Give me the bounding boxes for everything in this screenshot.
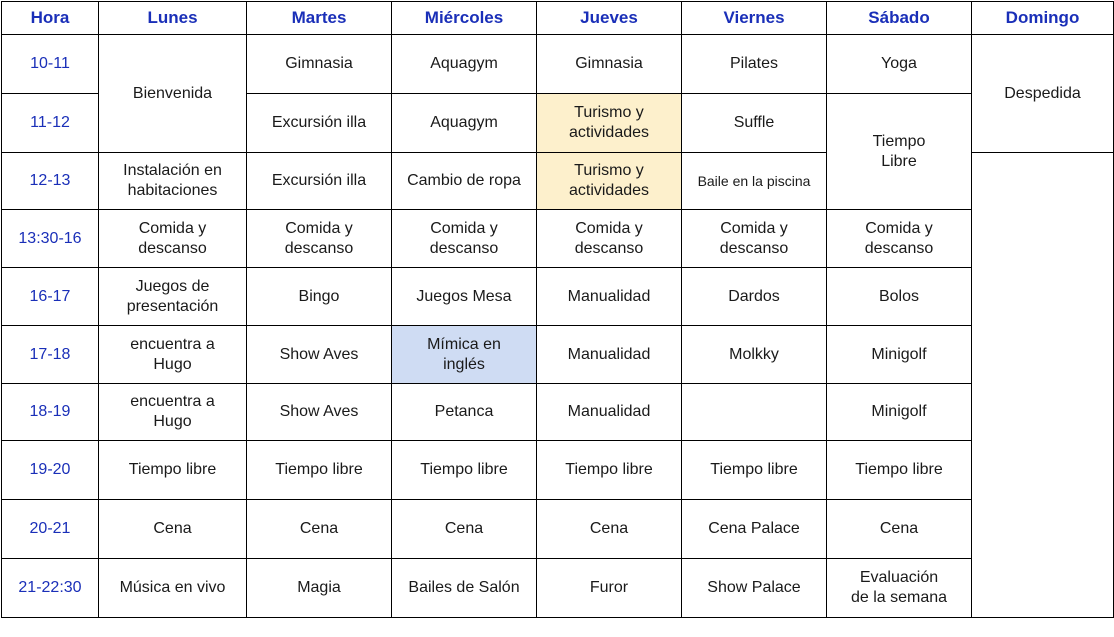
activity-cell: Bailes de Salón: [392, 559, 537, 618]
activity-cell: Tiempo libre: [392, 441, 537, 500]
activity-cell: Comida y descanso: [827, 210, 972, 268]
activity-cell: Juegos Mesa: [392, 268, 537, 326]
header-martes: Martes: [247, 2, 392, 35]
header-miercoles: Miércoles: [392, 2, 537, 35]
activity-cell: Comida y descanso: [682, 210, 827, 268]
activity-cell: Show Palace: [682, 559, 827, 618]
activity-cell: Cena: [827, 500, 972, 559]
activity-cell: Bingo: [247, 268, 392, 326]
activity-cell: Cena: [247, 500, 392, 559]
hour-cell: 13:30-16: [2, 210, 99, 268]
activity-cell: encuentra a Hugo: [99, 326, 247, 384]
activity-cell: Gimnasia: [247, 35, 392, 94]
activity-cell: Dardos: [682, 268, 827, 326]
activity-cell: [682, 384, 827, 441]
activity-cell: encuentra a Hugo: [99, 384, 247, 441]
activity-cell: Manualidad: [537, 384, 682, 441]
activity-cell: Gimnasia: [537, 35, 682, 94]
activity-cell: Minigolf: [827, 326, 972, 384]
activity-cell: Aquagym: [392, 94, 537, 153]
hour-cell: 16-17: [2, 268, 99, 326]
activity-cell: Tiempo libre: [827, 441, 972, 500]
activity-cell: Petanca: [392, 384, 537, 441]
activity-cell: Furor: [537, 559, 682, 618]
activity-cell: Minigolf: [827, 384, 972, 441]
activity-cell: Manualidad: [537, 268, 682, 326]
header-viernes: Viernes: [682, 2, 827, 35]
activity-cell: Aquagym: [392, 35, 537, 94]
activity-cell: Instalación en habitaciones: [99, 153, 247, 210]
activity-cell: Cambio de ropa: [392, 153, 537, 210]
activity-cell: Cena: [99, 500, 247, 559]
hour-cell: 19-20: [2, 441, 99, 500]
activity-cell: Comida y descanso: [537, 210, 682, 268]
hour-cell: 10-11: [2, 35, 99, 94]
hour-cell: 18-19: [2, 384, 99, 441]
activity-cell: Tiempo libre: [99, 441, 247, 500]
hour-cell: 11-12: [2, 94, 99, 153]
table-row: [2, 441, 1114, 500]
header-sabado: Sábado: [827, 2, 972, 35]
activity-cell: Bolos: [827, 268, 972, 326]
activity-cell: Manualidad: [537, 326, 682, 384]
activity-cell: Cena: [392, 500, 537, 559]
activity-cell: Baile en la piscina: [682, 153, 827, 210]
hour-cell: 21-22:30: [2, 559, 99, 618]
activity-cell: Despedida: [972, 35, 1114, 153]
header-lunes: Lunes: [99, 2, 247, 35]
activity-cell: Juegos de presentación: [99, 268, 247, 326]
activity-cell: Excursión illa: [247, 94, 392, 153]
table-row: [2, 35, 1114, 94]
table-row: [2, 210, 1114, 268]
activity-cell: Música en vivo: [99, 559, 247, 618]
activity-cell: Cena: [537, 500, 682, 559]
activity-cell: Tiempo libre: [247, 441, 392, 500]
activity-cell-highlighted: Mímica en inglés: [392, 326, 537, 384]
activity-cell: Bienvenida: [99, 35, 247, 153]
activity-cell: Cena Palace: [682, 500, 827, 559]
activity-cell: Pilates: [682, 35, 827, 94]
activity-cell: Magia: [247, 559, 392, 618]
table-row: [2, 268, 1114, 326]
weekly-schedule-table: [1, 1, 1114, 618]
hour-cell: 12-13: [2, 153, 99, 210]
table-row: [2, 559, 1114, 618]
activity-cell: Molkky: [682, 326, 827, 384]
activity-cell: Yoga: [827, 35, 972, 94]
activity-cell: Comida y descanso: [99, 210, 247, 268]
activity-cell: Show Aves: [247, 326, 392, 384]
activity-cell: Comida y descanso: [247, 210, 392, 268]
header-domingo: Domingo: [972, 2, 1114, 35]
header-hora: Hora: [2, 2, 99, 35]
activity-cell: Tiempo Libre: [827, 94, 972, 210]
activity-cell: Suffle: [682, 94, 827, 153]
hour-cell: 17-18: [2, 326, 99, 384]
header-row: [2, 2, 1114, 35]
hour-cell: 20-21: [2, 500, 99, 559]
activity-cell: Show Aves: [247, 384, 392, 441]
activity-cell: Excursión illa: [247, 153, 392, 210]
activity-cell-highlighted: Turismo y actividades: [537, 153, 682, 210]
table-row: [2, 384, 1114, 441]
activity-cell: Evaluación de la semana: [827, 559, 972, 618]
table-row: [2, 326, 1114, 384]
activity-cell: Comida y descanso: [392, 210, 537, 268]
table-row: [2, 500, 1114, 559]
header-jueves: Jueves: [537, 2, 682, 35]
activity-cell-highlighted: Turismo y actividades: [537, 94, 682, 153]
empty-cell: [972, 153, 1114, 618]
activity-cell: Tiempo libre: [682, 441, 827, 500]
activity-cell: Tiempo libre: [537, 441, 682, 500]
